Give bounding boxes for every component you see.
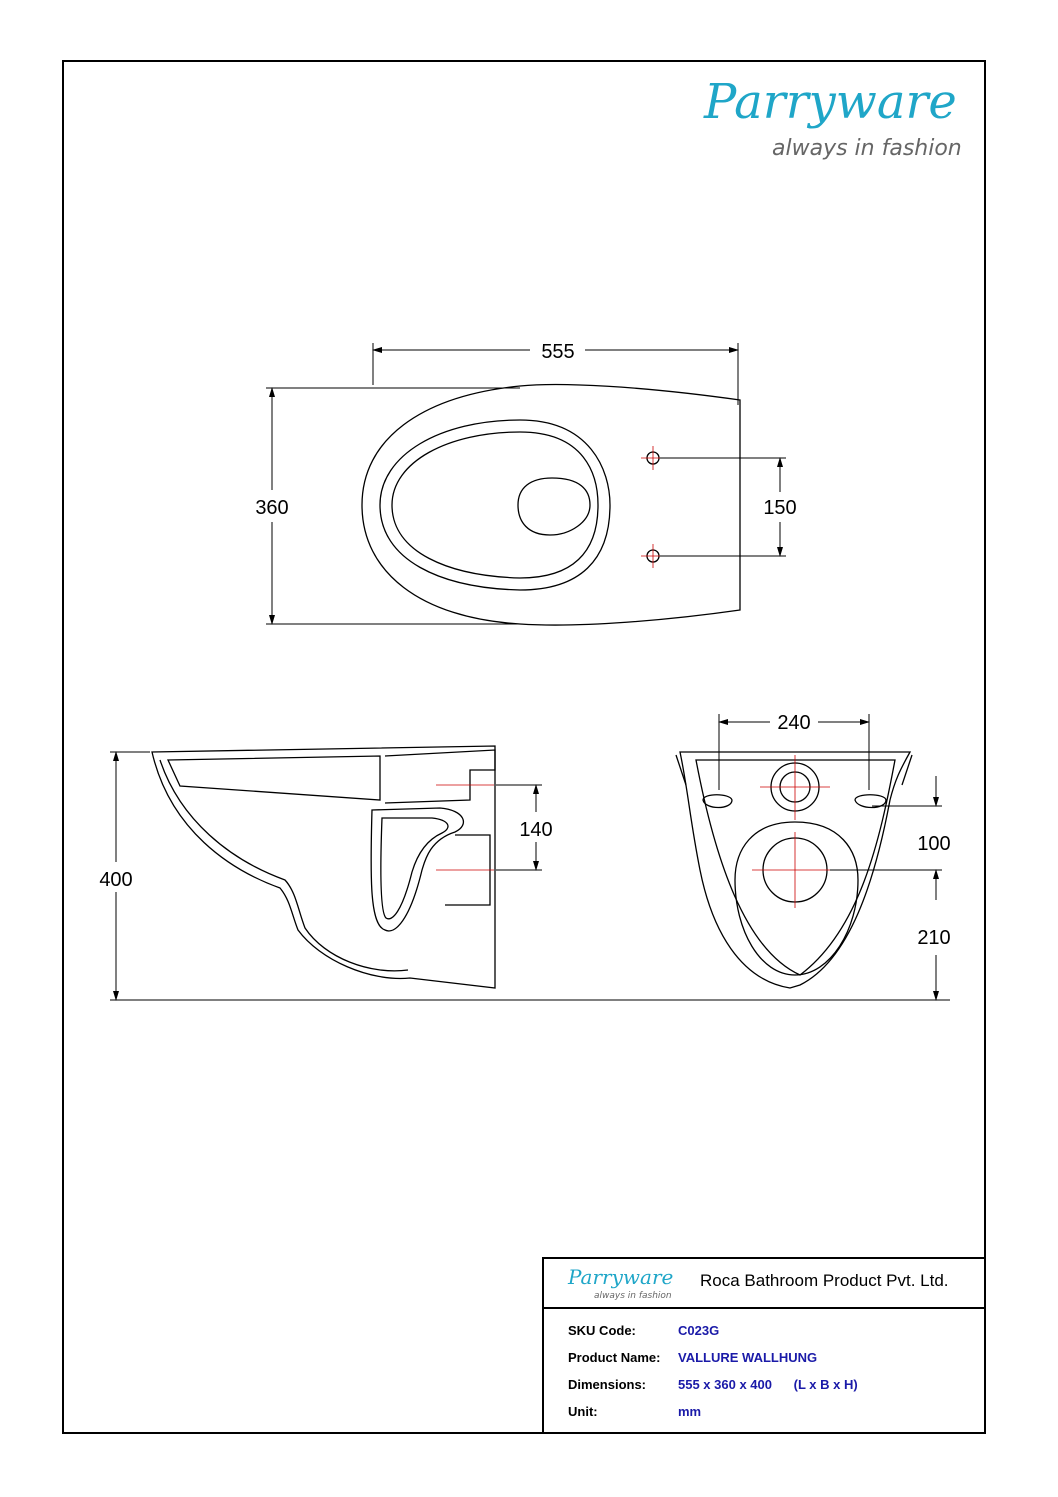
top-view-rim <box>380 420 610 590</box>
dim-top-length: 555 <box>541 341 575 363</box>
side-view <box>110 746 950 1000</box>
sku-label: SKU Code: <box>568 1323 636 1338</box>
side-view-rim <box>168 756 380 800</box>
product-name-value: VALLURE WALLHUNG <box>678 1350 818 1365</box>
dim-front-outlet-height: 210 <box>917 927 951 949</box>
dimensions-label: Dimensions: <box>568 1377 647 1392</box>
top-view <box>266 343 786 625</box>
front-bracket-right <box>902 755 912 785</box>
front-view <box>676 714 942 1000</box>
dim-top-width: 360 <box>255 497 289 519</box>
title-block-brand-tagline: always in fashion <box>594 1291 672 1301</box>
product-name-label: Product Name: <box>568 1350 661 1365</box>
brand-tagline: always in fashion <box>772 136 962 161</box>
top-view-outer-outline <box>362 385 740 626</box>
side-view-outer-outline <box>152 746 495 988</box>
dim-side-outlet-offset: 140 <box>519 819 553 841</box>
side-view-trap <box>371 808 463 931</box>
front-view-inner-outline <box>696 760 895 975</box>
dim-front-upper-offset: 100 <box>917 833 951 855</box>
company-name: Roca Bathroom Product Pvt. Ltd. <box>700 1271 949 1290</box>
title-block <box>542 1257 986 1434</box>
unit-value: mm <box>678 1404 702 1419</box>
unit-label: Unit: <box>568 1404 598 1419</box>
dim-side-height: 400 <box>99 869 133 891</box>
dimensions-value: 555 x 360 x 400 (L x B x H) <box>678 1377 858 1392</box>
title-block-brand-name: Parryware <box>568 1265 674 1289</box>
front-view-bowl <box>735 822 858 975</box>
dim-top-hole-spacing: 150 <box>763 497 797 519</box>
top-view-outlet <box>518 478 590 535</box>
side-view-top-block <box>385 750 495 803</box>
brand-name: Parryware <box>704 74 957 130</box>
title-block-header <box>544 1259 986 1309</box>
front-hole-left <box>703 795 732 808</box>
top-view-rim-inner <box>392 432 598 578</box>
sku-value: C023G <box>678 1323 720 1338</box>
side-view-trap-inner <box>381 818 448 919</box>
title-block-logo <box>568 1265 674 1301</box>
dim-front-hole-spacing: 240 <box>777 712 811 734</box>
